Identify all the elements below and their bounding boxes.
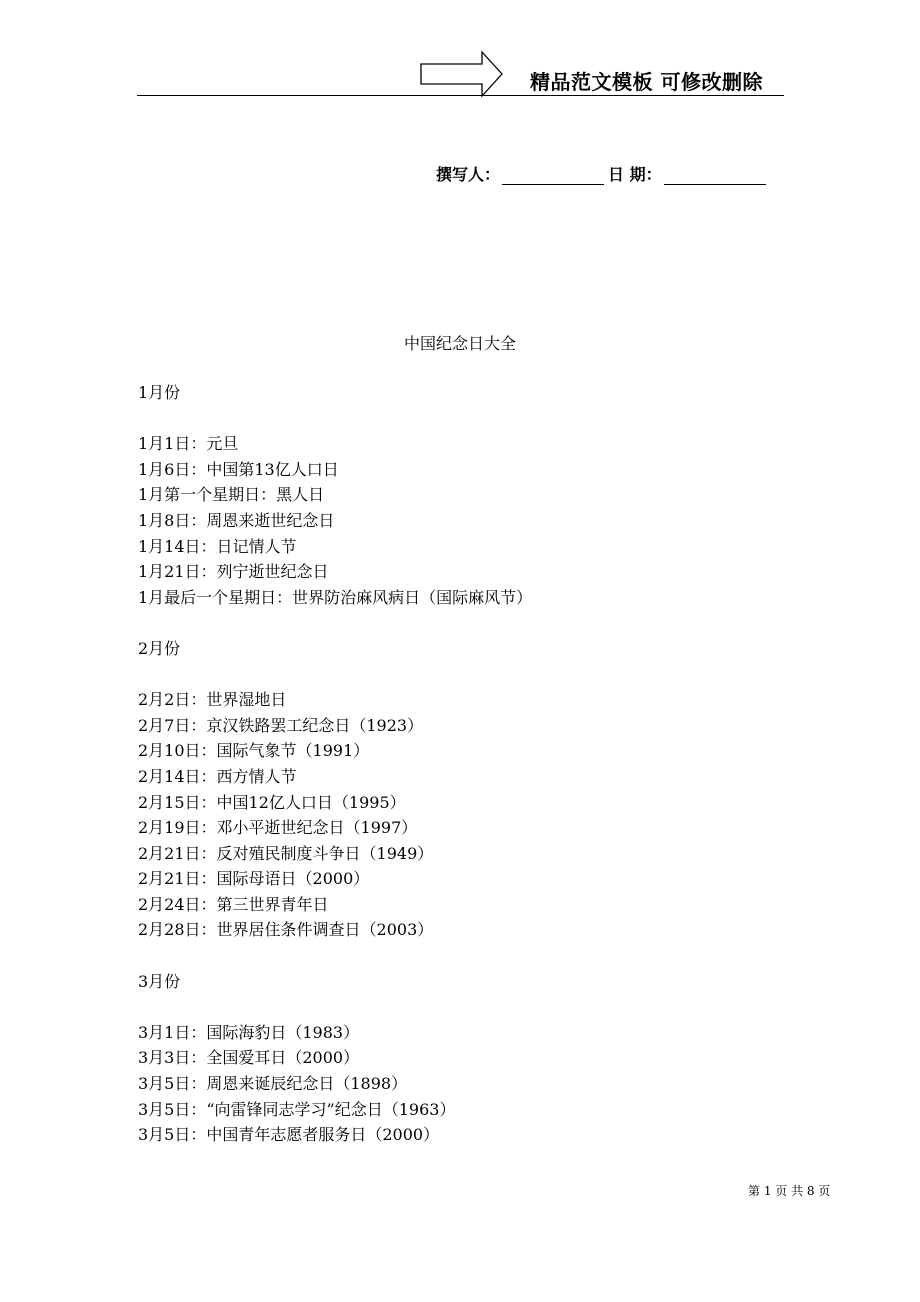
list-item: 2月21日：国际母语日（2000）: [138, 869, 370, 889]
list-item: 2月24日：第三世界青年日: [138, 894, 329, 914]
list-item: 1月8日：周恩来逝世纪念日: [138, 510, 335, 530]
list-item: 2月28日：世界居住条件调查日（2003）: [138, 920, 434, 940]
section-heading-march: 3月份: [138, 971, 181, 991]
list-item: 1月最后一个星期日：世界防治麻风病日（国际麻风节）: [138, 587, 533, 607]
spacer: [138, 406, 838, 432]
list-item: 3月3日：全国爱耳日（2000）: [138, 1048, 360, 1068]
document-title: 中国纪念日大全: [403, 334, 516, 353]
date-blank-field[interactable]: [664, 166, 766, 185]
list-item: 3月1日：国际海豹日（1983）: [138, 1022, 360, 1042]
list-item: 3月5日：“向雷锋同志学习”纪念日（1963）: [138, 1099, 456, 1119]
list-item: 2月10日：国际气象节（1991）: [138, 741, 370, 761]
section-heading-january: 1月份: [138, 383, 181, 402]
list-item: 2月15日：中国12亿人口日（1995）: [138, 792, 406, 812]
author-label: 撰写人：: [436, 165, 501, 184]
header-divider: [137, 95, 784, 96]
list-item: 2月21日：反对殖民制度斗争日（1949）: [138, 843, 434, 863]
spacer: [138, 610, 838, 636]
list-item: 3月5日：周恩来诞辰纪念日（1898）: [138, 1074, 408, 1094]
list-item: 2月7日：京汉铁路罢工纪念日（1923）: [138, 715, 424, 735]
header-title: 精品范文模板 可修改删除: [530, 70, 763, 94]
section-heading-february: 2月份: [138, 638, 181, 658]
list-item: 1月14日：日记情人节: [138, 536, 297, 556]
author-blank-field[interactable]: [502, 166, 604, 185]
list-item: 1月21日：列宁逝世纪念日: [138, 562, 329, 582]
list-item: 3月5日：中国青年志愿者服务日（2000）: [138, 1125, 440, 1145]
list-item: 2月2日：世界湿地日: [138, 690, 287, 710]
document-body: [138, 380, 838, 1148]
list-item: 2月14日：西方情人节: [138, 766, 297, 786]
spacer: [138, 994, 838, 1020]
list-item: 1月第一个星期日：黑人日: [138, 485, 325, 505]
page-footer: 第 1 页 共 8 页: [748, 1184, 831, 1198]
list-item: 1月6日：中国第13亿人口日: [138, 459, 339, 479]
author-date-line: [436, 162, 770, 185]
spacer: [138, 943, 838, 969]
spacer: [138, 662, 838, 688]
arrow-icon: [420, 50, 504, 98]
date-label: 日 期：: [608, 165, 662, 184]
list-item: 1月1日：元旦: [138, 434, 239, 454]
list-item: 2月19日：邓小平逝世纪念日（1997）: [138, 818, 418, 838]
